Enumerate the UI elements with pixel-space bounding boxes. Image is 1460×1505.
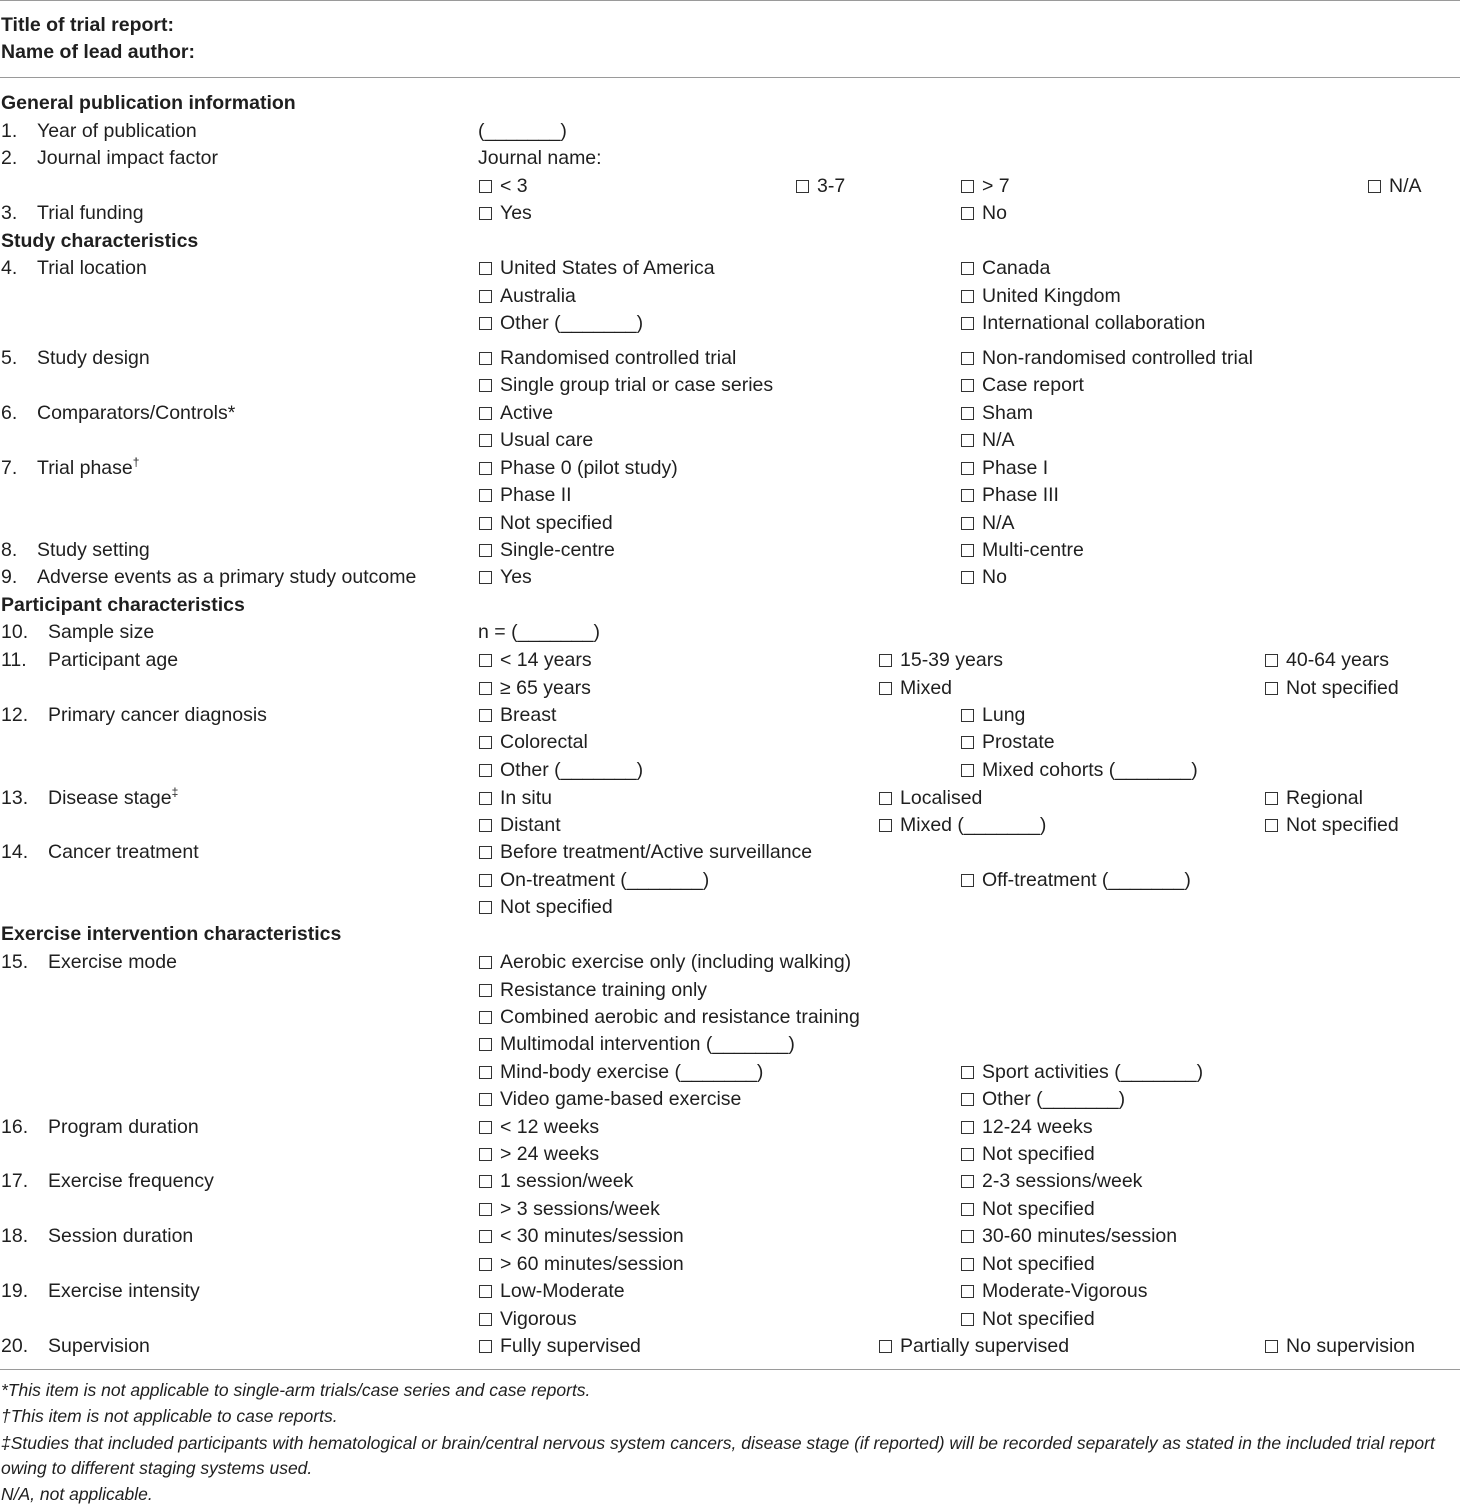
item-number: 18. [1, 1225, 29, 1247]
checkbox-option[interactable]: Localised [879, 786, 982, 810]
checkbox-icon[interactable] [479, 1093, 492, 1106]
checkbox-option[interactable]: Aerobic exercise only (including walking) [479, 950, 851, 974]
checkbox-option[interactable]: Case report [961, 373, 1084, 397]
item-number: 14. [1, 841, 29, 863]
checkbox-option[interactable]: No supervision [1265, 1334, 1415, 1358]
checkbox-icon[interactable] [479, 1340, 492, 1353]
checkbox-icon[interactable] [479, 1066, 492, 1079]
checkbox-option[interactable]: United States of America [479, 256, 715, 280]
checkbox-option[interactable]: Partially supervised [879, 1334, 1069, 1358]
item-number: 10. [1, 621, 29, 643]
checkbox-icon[interactable] [961, 462, 974, 475]
item-label: Sample size [48, 621, 155, 643]
item-label: Trial location [37, 257, 147, 279]
checkbox-icon[interactable] [961, 262, 974, 275]
checkbox-option[interactable]: Not specified [961, 1252, 1095, 1276]
sample-size-field[interactable]: n = (_______) [478, 621, 600, 643]
checkbox-option[interactable]: < 30 minutes/session [479, 1224, 684, 1248]
checkbox-icon[interactable] [479, 956, 492, 969]
checkbox-icon[interactable] [479, 736, 492, 749]
checkbox-icon[interactable] [479, 764, 492, 777]
checkbox-icon[interactable] [479, 352, 492, 365]
checkbox-option[interactable]: Before treatment/Active surveillance [479, 840, 812, 864]
item-label: Disease stage‡ [48, 785, 179, 809]
checkbox-option[interactable]: Low-Moderate [479, 1279, 625, 1303]
item-label: Exercise intensity [48, 1280, 200, 1302]
checkbox-option[interactable]: Distant [479, 813, 561, 837]
checkbox-option[interactable]: On-treatment (_______) [479, 868, 709, 892]
checkbox-option[interactable]: Yes [479, 565, 532, 589]
checkbox-icon[interactable] [961, 1093, 974, 1106]
double-dagger-mark: ‡ [171, 785, 179, 799]
checkbox-icon[interactable] [961, 736, 974, 749]
checkbox-option[interactable]: Video game-based exercise [479, 1087, 741, 1111]
checkbox-icon[interactable] [961, 317, 974, 330]
item-number: 1. [1, 120, 18, 142]
checkbox-option[interactable]: Randomised controlled trial [479, 346, 736, 370]
year-field[interactable]: (_______) [478, 120, 567, 142]
checkbox-icon[interactable] [961, 379, 974, 392]
top-rule [0, 0, 1460, 1]
checkbox-option[interactable]: < 14 years [479, 648, 592, 672]
checkbox-option[interactable]: > 60 minutes/session [479, 1252, 684, 1276]
footer-rule [0, 1369, 1460, 1370]
checkbox-option[interactable]: Resistance training only [479, 978, 707, 1002]
checkbox-icon[interactable] [479, 462, 492, 475]
checkbox-option[interactable]: Phase II [479, 483, 572, 507]
checkbox-icon[interactable] [479, 984, 492, 997]
checkbox-icon[interactable] [1368, 180, 1381, 193]
checkbox-option[interactable]: Not specified [961, 1307, 1095, 1331]
checkbox-option[interactable]: Not specified [1265, 813, 1399, 837]
checkbox-icon[interactable] [479, 874, 492, 887]
checkbox-icon[interactable] [879, 654, 892, 667]
checkbox-option[interactable]: Phase 0 (pilot study) [479, 456, 678, 480]
checkbox-icon[interactable] [479, 682, 492, 695]
checkbox-icon[interactable] [479, 1230, 492, 1243]
checkbox-icon[interactable] [479, 317, 492, 330]
item-label: Trial funding [37, 202, 144, 224]
item-number: 12. [1, 704, 29, 726]
checkbox-option[interactable]: > 7 [961, 174, 1010, 198]
item-label: Program duration [48, 1116, 199, 1138]
checkbox-icon[interactable] [961, 517, 974, 530]
item-number: 11. [1, 649, 27, 671]
checkbox-icon[interactable] [479, 1203, 492, 1216]
checkbox-option[interactable]: Other (_______) [961, 1087, 1125, 1111]
checkbox-option[interactable]: N/A [961, 511, 1015, 535]
checkbox-icon[interactable] [479, 571, 492, 584]
checkbox-option[interactable]: Moderate-Vigorous [961, 1279, 1147, 1303]
checkbox-icon[interactable] [961, 290, 974, 303]
checkbox-option[interactable]: Canada [961, 256, 1050, 280]
checkbox-option[interactable]: < 12 weeks [479, 1115, 599, 1139]
checkbox-icon[interactable] [961, 544, 974, 557]
checkbox-icon[interactable] [1265, 819, 1278, 832]
checkbox-option[interactable]: Phase I [961, 456, 1048, 480]
checkbox-icon[interactable] [479, 792, 492, 805]
checkbox-option[interactable]: 3-7 [796, 174, 845, 198]
checkbox-option[interactable]: Mind-body exercise (_______) [479, 1060, 763, 1084]
checkbox-option[interactable]: Not specified [961, 1142, 1095, 1166]
checkbox-option[interactable]: Mixed cohorts (_______) [961, 758, 1198, 782]
item-label: Year of publication [37, 120, 197, 142]
checkbox-icon[interactable] [479, 379, 492, 392]
checkbox-icon[interactable] [479, 1121, 492, 1134]
checkbox-icon[interactable] [479, 1148, 492, 1161]
item-number: 4. [1, 257, 18, 279]
checkbox-option[interactable]: Other (_______) [479, 311, 643, 335]
section-heading: Study characteristics [1, 230, 199, 252]
footnote: ‡Studies that included participants with hematological or brain/central nervous system cancers, disease stage (if reported) will be recorded separately as stated in the included trial report [1, 1433, 1435, 1453]
checkbox-option[interactable]: Phase III [961, 483, 1059, 507]
header-rule [0, 77, 1460, 78]
checkbox-option[interactable]: Sport activities (_______) [961, 1060, 1203, 1084]
footnote: owing to different staging systems used. [1, 1458, 313, 1478]
item-number: 9. [1, 566, 18, 588]
item-label: Study design [37, 347, 150, 369]
checkbox-icon[interactable] [479, 846, 492, 859]
checkbox-option[interactable]: > 3 sessions/week [479, 1197, 660, 1221]
checkbox-icon[interactable] [479, 1011, 492, 1024]
checkbox-icon[interactable] [479, 434, 492, 447]
section-heading: Exercise intervention characteristics [1, 923, 342, 945]
checkbox-icon[interactable] [479, 1038, 492, 1051]
checkbox-option[interactable]: Single group trial or case series [479, 373, 773, 397]
item-number: 17. [1, 1170, 29, 1192]
checkbox-icon[interactable] [1265, 792, 1278, 805]
checkbox-option[interactable]: No [961, 201, 1007, 225]
checkbox-icon[interactable] [961, 874, 974, 887]
item-label: Trial phase† [37, 455, 140, 479]
item-number: 16. [1, 1116, 29, 1138]
item-label: Primary cancer diagnosis [48, 704, 267, 726]
item-label: Comparators/Controls* [37, 402, 236, 424]
checkbox-option[interactable]: Not specified [479, 511, 613, 535]
checkbox-option[interactable]: Prostate [961, 730, 1055, 754]
checkbox-option[interactable]: Sham [961, 401, 1033, 425]
checkbox-icon[interactable] [479, 180, 492, 193]
checkbox-icon[interactable] [879, 792, 892, 805]
checkbox-icon[interactable] [479, 544, 492, 557]
checkbox-icon[interactable] [1265, 682, 1278, 695]
checkbox-option[interactable]: 30-60 minutes/session [961, 1224, 1177, 1248]
item-label: Adverse events as a primary study outcome [37, 566, 417, 588]
checkbox-option[interactable]: Usual care [479, 428, 593, 452]
checkbox-icon[interactable] [479, 1285, 492, 1298]
item-number: 20. [1, 1335, 29, 1357]
checkbox-icon[interactable] [961, 407, 974, 420]
checkbox-icon[interactable] [1265, 654, 1278, 667]
checkbox-icon[interactable] [961, 1258, 974, 1271]
checkbox-icon[interactable] [879, 1340, 892, 1353]
checkbox-option[interactable]: Breast [479, 703, 556, 727]
checkbox-option[interactable]: In situ [479, 786, 552, 810]
checkbox-icon[interactable] [1265, 1340, 1278, 1353]
item-label: Journal impact factor [37, 147, 218, 169]
checkbox-option[interactable]: 15-39 years [879, 648, 1003, 672]
section-heading: General publication information [1, 92, 296, 114]
checkbox-icon[interactable] [961, 434, 974, 447]
checkbox-icon[interactable] [479, 819, 492, 832]
checkbox-icon[interactable] [479, 207, 492, 220]
checkbox-option[interactable]: Yes [479, 201, 532, 225]
checkbox-option[interactable]: 2-3 sessions/week [961, 1169, 1142, 1193]
item-number: 8. [1, 539, 18, 561]
checkbox-option[interactable]: United Kingdom [961, 284, 1121, 308]
checkbox-icon[interactable] [479, 654, 492, 667]
footnote: †This item is not applicable to case reports. [1, 1406, 338, 1426]
item-number: 5. [1, 347, 18, 369]
checkbox-icon[interactable] [961, 1313, 974, 1326]
checkbox-icon[interactable] [961, 1175, 974, 1188]
checkbox-option[interactable]: 1 session/week [479, 1169, 633, 1193]
item-number: 3. [1, 202, 18, 224]
checkbox-icon[interactable] [961, 1066, 974, 1079]
checkbox-option[interactable]: Combined aerobic and resistance training [479, 1005, 860, 1029]
checkbox-option[interactable]: Multimodal intervention (_______) [479, 1032, 795, 1056]
dagger-mark: † [132, 455, 140, 469]
item-label: Exercise mode [48, 951, 177, 973]
item-number: 7. [1, 457, 18, 479]
checkbox-option[interactable]: Not specified [961, 1197, 1095, 1221]
footnote: *This item is not applicable to single-arm trials/case series and case reports. [1, 1380, 591, 1400]
item-label: Participant age [48, 649, 179, 671]
checkbox-option[interactable]: Mixed [879, 676, 952, 700]
checkbox-option[interactable]: Mixed (_______) [879, 813, 1046, 837]
footnote: N/A, not applicable. [1, 1484, 153, 1504]
checkbox-option[interactable]: No [961, 565, 1007, 589]
checkbox-icon[interactable] [961, 1285, 974, 1298]
checkbox-icon[interactable] [479, 1175, 492, 1188]
checkbox-option[interactable]: ≥ 65 years [479, 676, 591, 700]
item-label: Cancer treatment [48, 841, 199, 863]
checkbox-icon[interactable] [479, 262, 492, 275]
checkbox-icon[interactable] [961, 207, 974, 220]
checkbox-option[interactable]: Vigorous [479, 1307, 577, 1331]
checkbox-icon[interactable] [479, 290, 492, 303]
checkbox-icon[interactable] [479, 901, 492, 914]
title-label: Title of trial report: [1, 14, 174, 36]
checkbox-option[interactable]: N/A [1368, 174, 1422, 198]
checkbox-icon[interactable] [961, 764, 974, 777]
checkbox-option[interactable]: > 24 weeks [479, 1142, 599, 1166]
checkbox-option[interactable]: International collaboration [961, 311, 1205, 335]
checkbox-option[interactable]: Non-randomised controlled trial [961, 346, 1253, 370]
item-label: Study setting [37, 539, 150, 561]
checkbox-option[interactable]: Single-centre [479, 538, 615, 562]
checkbox-icon[interactable] [961, 1121, 974, 1134]
checkbox-option[interactable]: Fully supervised [479, 1334, 641, 1358]
checkbox-icon[interactable] [479, 1313, 492, 1326]
item-number: 2. [1, 147, 18, 169]
checkbox-option[interactable]: Regional [1265, 786, 1363, 810]
checkbox-icon[interactable] [479, 489, 492, 502]
checkbox-option[interactable]: Other (_______) [479, 758, 643, 782]
checkbox-option[interactable]: Colorectal [479, 730, 588, 754]
journal-name-label: Journal name: [478, 147, 602, 169]
section-heading: Participant characteristics [1, 594, 245, 616]
checkbox-icon[interactable] [479, 1258, 492, 1271]
checkbox-icon[interactable] [961, 1148, 974, 1161]
item-number: 13. [1, 787, 29, 809]
checkbox-icon[interactable] [479, 709, 492, 722]
checkbox-icon[interactable] [479, 517, 492, 530]
checkbox-icon[interactable] [961, 1203, 974, 1216]
checkbox-option[interactable]: Not specified [1265, 676, 1399, 700]
item-number: 15. [1, 951, 29, 973]
checkbox-icon[interactable] [879, 819, 892, 832]
item-number: 19. [1, 1280, 29, 1302]
checkbox-icon[interactable] [961, 571, 974, 584]
checkbox-option[interactable]: < 3 [479, 174, 528, 198]
checkbox-option[interactable]: Multi-centre [961, 538, 1084, 562]
checkbox-option[interactable]: Off-treatment (_______) [961, 868, 1191, 892]
item-number: 6. [1, 402, 18, 424]
checkbox-icon[interactable] [961, 709, 974, 722]
checkbox-icon[interactable] [961, 180, 974, 193]
checkbox-option[interactable]: Active [479, 401, 553, 425]
checkbox-icon[interactable] [879, 682, 892, 695]
author-label: Name of lead author: [1, 41, 195, 63]
item-label: Supervision [48, 1335, 150, 1357]
item-label: Session duration [48, 1225, 194, 1247]
checkbox-option[interactable]: Lung [961, 703, 1025, 727]
checkbox-icon[interactable] [479, 407, 492, 420]
checkbox-option[interactable]: 12-24 weeks [961, 1115, 1093, 1139]
item-label: Exercise frequency [48, 1170, 214, 1192]
checkbox-option[interactable]: 40-64 years [1265, 648, 1389, 672]
checkbox-option[interactable]: Australia [479, 284, 576, 308]
checkbox-option[interactable]: Not specified [479, 895, 613, 919]
checkbox-icon[interactable] [961, 489, 974, 502]
checkbox-icon[interactable] [961, 352, 974, 365]
checkbox-icon[interactable] [961, 1230, 974, 1243]
checkbox-icon[interactable] [796, 180, 809, 193]
checkbox-option[interactable]: N/A [961, 428, 1015, 452]
